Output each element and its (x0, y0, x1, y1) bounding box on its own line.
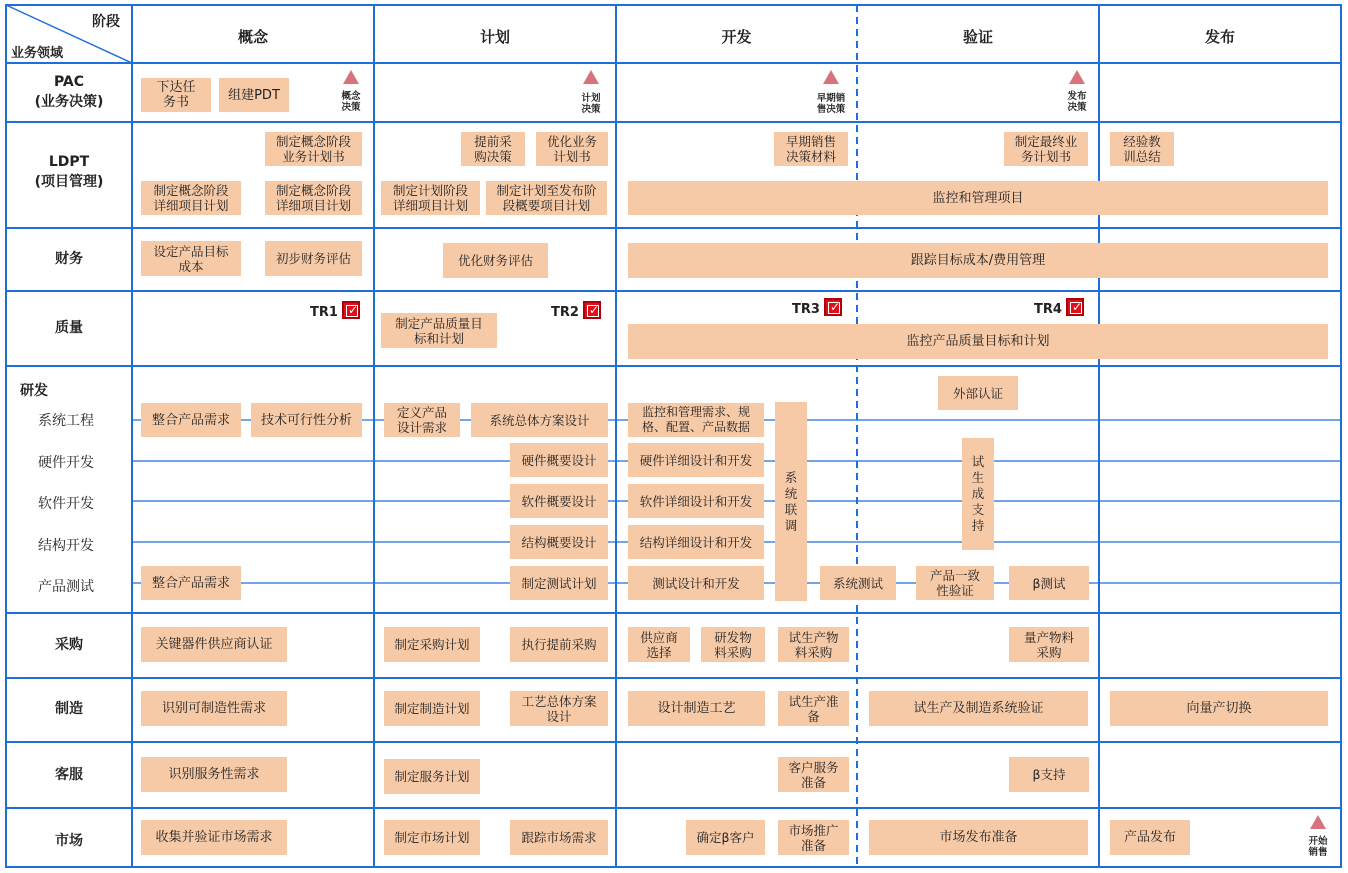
vertical-text-char: 试 (971, 454, 985, 469)
system-integration-box (775, 402, 807, 601)
milestone-triangle-icon (1069, 70, 1085, 84)
row-market: 市场 (55, 833, 83, 849)
task-box: 监控和管理需求、规 格、配置、产品数据 (628, 403, 764, 437)
task-box: 提前采 购决策 (461, 132, 525, 166)
task-box: 制定概念阶段 详细项目计划 (265, 181, 362, 215)
milestone-triangle-icon (823, 70, 839, 84)
task-box: 研发物 料采购 (701, 627, 765, 662)
task-box: 制定计划至发布阶 段概要项目计划 (486, 181, 607, 215)
task-box: 产品发布 (1110, 820, 1190, 855)
phase-plan: 计划 (479, 28, 510, 46)
task-box: 制定产品质量目 标和计划 (381, 313, 497, 348)
task-box: 确定β客户 (686, 820, 765, 855)
tr4-check-icon: ✓ (1066, 298, 1084, 316)
trial-production-support-box (962, 438, 994, 550)
task-box: 制定计划阶段 详细项目计划 (381, 181, 480, 215)
tr1-check-icon: ✓ (342, 301, 360, 319)
milestone-concept-decision: 概念 决策 (341, 91, 361, 113)
phase-verify: 验证 (962, 28, 993, 46)
task-box: β支持 (1009, 757, 1089, 792)
task-box: 制定制造计划 (384, 691, 480, 726)
task-box: 早期销售 决策材料 (774, 132, 848, 166)
task-box: β测试 (1009, 566, 1089, 600)
task-box: 制定最终业 务计划书 (1004, 132, 1088, 166)
task-box: 试生产及制造系统验证 (869, 691, 1088, 726)
row-finance: 财务 (55, 251, 83, 267)
row-pac: PAC (业务决策) (34, 74, 104, 110)
task-box: 经验教 训总结 (1110, 132, 1174, 166)
task-box: 初步财务评估 (265, 241, 362, 276)
subrow-testing: 产品测试 (38, 579, 94, 595)
task-box: 跟踪目标成本/费用管理 (628, 243, 1328, 278)
task-box: 关键器件供应商认证 (141, 627, 287, 662)
task-box: 结构概要设计 (510, 525, 608, 559)
milestone-start-sales: 开始 销售 (1308, 836, 1328, 858)
tr4-label: TR4 (1034, 302, 1062, 317)
task-box: 监控和管理项目 (628, 181, 1328, 215)
task-box: 执行提前采购 (510, 627, 608, 662)
task-box: 产品一致 性验证 (916, 566, 994, 600)
task-box: 软件详细设计和开发 (628, 484, 764, 518)
vertical-text-char: 系 (784, 469, 798, 485)
task-box: 制定概念阶段 业务计划书 (265, 132, 362, 166)
milestone-triangle-icon (343, 70, 359, 84)
task-box: 结构详细设计和开发 (628, 525, 764, 559)
subrow-hardware: 硬件开发 (38, 455, 94, 471)
phase-axis-label: 阶段 (92, 14, 120, 30)
vertical-text-char: 生 (971, 470, 985, 485)
task-box: 试生产准 备 (778, 691, 849, 726)
task-box: 定义产品 设计需求 (384, 403, 460, 437)
task-box: 硬件概要设计 (510, 443, 608, 477)
task-box: 软件概要设计 (510, 484, 608, 518)
task-box: 优化财务评估 (443, 243, 548, 278)
task-box: 制定服务计划 (384, 759, 480, 794)
row-quality: 质量 (55, 320, 83, 336)
vertical-text-char: 支 (971, 502, 985, 517)
task-box: 外部认证 (938, 376, 1018, 410)
task-box: 制定测试计划 (510, 566, 608, 600)
task-box: 市场发布准备 (869, 820, 1088, 855)
task-box: 量产物料 采购 (1009, 627, 1089, 662)
row-ldpt: LDPT (项目管理) (34, 154, 104, 190)
task-box: 制定概念阶段 详细项目计划 (141, 181, 241, 215)
row-manufacturing: 制造 (55, 701, 83, 717)
vertical-text-char: 持 (971, 518, 985, 533)
task-box: 工艺总体方案 设计 (510, 691, 608, 726)
task-box: 制定市场计划 (384, 820, 480, 855)
row-service: 客服 (55, 767, 83, 783)
task-box: 识别可制造性需求 (141, 691, 287, 726)
task-box: 整合产品需求 (141, 566, 241, 600)
task-box: 监控产品质量目标和计划 (628, 324, 1328, 359)
task-box: 客户服务 准备 (778, 757, 849, 792)
task-box: 设定产品目标 成本 (141, 241, 241, 276)
task-box: 制定采购计划 (384, 627, 480, 662)
vertical-text-char: 成 (971, 486, 985, 501)
subrow-software: 软件开发 (38, 496, 94, 512)
task-box: 系统测试 (820, 566, 896, 600)
tr3-check-icon: ✓ (824, 298, 842, 316)
task-box: 技术可行性分析 (251, 403, 362, 437)
task-box: 设计制造工艺 (628, 691, 765, 726)
milestone-plan-decision: 计划 决策 (581, 93, 601, 115)
tr1-label: TR1 (310, 305, 338, 320)
task-box: 供应商 选择 (628, 627, 690, 662)
task-box: 识别服务性需求 (141, 757, 287, 792)
task-box: 跟踪市场需求 (510, 820, 608, 855)
subrow-structure: 结构开发 (38, 538, 94, 554)
phase-develop: 开发 (721, 28, 752, 46)
milestone-triangle-icon (583, 70, 599, 84)
task-box: 市场推广 准备 (778, 820, 849, 855)
vertical-text-char: 调 (784, 517, 798, 533)
domain-axis-label: 业务领域 (11, 46, 64, 61)
task-box: 硬件详细设计和开发 (628, 443, 764, 477)
milestone-triangle-icon (1310, 815, 1326, 829)
task-box: 整合产品需求 (141, 403, 241, 437)
task-box: 测试设计和开发 (628, 566, 764, 600)
vertical-text-char: 联 (784, 501, 798, 517)
phase-release: 发布 (1204, 28, 1235, 46)
milestone-release-decision: 发布 决策 (1067, 91, 1087, 113)
tr3-label: TR3 (792, 302, 820, 317)
task-box: 优化业务 计划书 (536, 132, 608, 166)
task-box: 向量产切换 (1110, 691, 1328, 726)
row-purchase: 采购 (55, 637, 83, 653)
task-box: 组建PDT (219, 78, 289, 112)
task-box: 系统总体方案设计 (471, 403, 608, 437)
phase-concept: 概念 (237, 28, 268, 46)
vertical-text-char: 统 (784, 485, 798, 501)
row-rnd: 研发 (20, 383, 48, 399)
task-box: 试生产物 料采购 (778, 627, 849, 662)
milestone-early-sales-decision: 早期销 售决策 (816, 93, 846, 115)
task-box: 下达任 务书 (141, 78, 211, 112)
task-box: 收集并验证市场需求 (141, 820, 287, 855)
tr2-label: TR2 (551, 305, 579, 320)
tr2-check-icon: ✓ (583, 301, 601, 319)
subrow-system-engineering: 系统工程 (38, 413, 94, 429)
